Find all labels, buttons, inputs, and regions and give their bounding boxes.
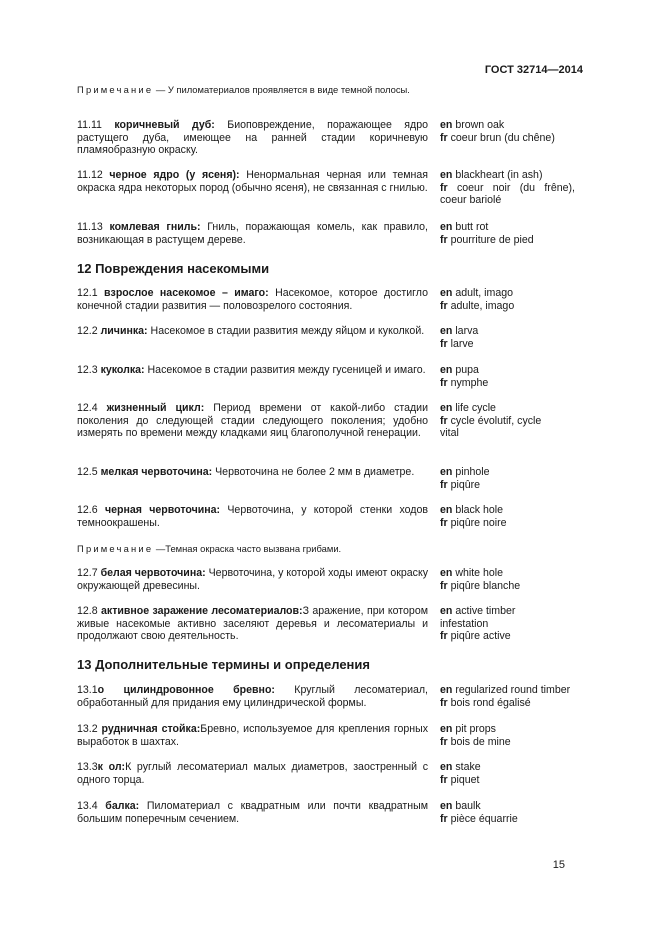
translations-12-6: en black hole fr piqûre noire	[440, 504, 507, 529]
en-term: active timber infestation	[440, 605, 516, 630]
term-entry-12-4: 12.4 жизненный цикл: Период времени от какой-либо стадии поколения до следующей стадии следующего поколения; удобно измерять по времени между кладками яиц благополучной генерации.	[77, 402, 429, 440]
translations-12-4: en life cycle fr cycle évolutif, cycle vital	[440, 402, 542, 440]
fr-term: adulte, imago	[450, 299, 515, 312]
term-entry-12-5: 12.5 мелкая червоточина: Червоточина не более 2 мм в диаметре.	[77, 466, 415, 478]
term: личинка:	[100, 325, 148, 337]
definition: Насекомое, которое достигло конечной стадии развития — половозрелого состояния.	[77, 287, 428, 312]
en-term: black hole	[455, 504, 504, 516]
fr-term: bois rond égalisé	[450, 696, 531, 709]
section-heading-13: 13 Дополнительные термины и определения	[77, 657, 370, 672]
term: белая червоточина:	[100, 567, 206, 579]
term-entry-12-7: 12.7 белая червоточина: Червоточина, у которой ходы имеют окраску окружающей древесины.	[77, 567, 428, 592]
term-entry-12-2: 12.2 личинка: Насекомое в стадии развития между яйцом и куколкой.	[77, 325, 425, 337]
translations-12-3: en pupa fr nymphe	[440, 364, 489, 389]
term-entry-13-4: 13.4 балка: Пиломатериал с квадратным или почти квадратным большим поперечным сечением.	[77, 800, 428, 825]
fr-term: piqûre noire	[450, 516, 507, 529]
translations-12-1: en adult, imago fr adulte, imago	[440, 287, 515, 312]
note: Примечание — У пиломатериалов проявляется в виде темной полосы.	[77, 84, 410, 95]
page-number: 15	[552, 859, 565, 871]
term: жизненный цикл:	[106, 402, 205, 414]
term: черная червоточина:	[104, 504, 221, 516]
definition: Насекомое в стадии развития между гусеницей и имаго.	[144, 364, 426, 376]
fr-term: piquet	[450, 773, 480, 786]
term: коричневый дуб:	[114, 119, 215, 131]
term-entry-11-12: 11.12 черное ядро (у ясеня): Ненормальная черная или темная окраска ядра некоторых пород (обычно ясеня), не связанная с гнилью.	[77, 169, 428, 194]
translations-13-3: en stake fr piquet	[440, 761, 481, 786]
definition: Червоточина, у которой ходы имеют окраску окружающей древесины.	[77, 567, 428, 592]
en-term: adult, imago	[455, 287, 514, 299]
term: к ол:	[97, 761, 126, 773]
fr-term: cycle évolutif, cycle vital	[440, 414, 542, 440]
term-entry-12-6: 12.6 черная червоточина: Червоточина, у которой стенки ходов темноокрашены.	[77, 504, 429, 529]
translations-12-2: en larva fr larve	[440, 325, 479, 350]
en-term: pinhole	[455, 466, 490, 478]
en-term: pit props	[455, 723, 496, 735]
definition: Насекомое в стадии развития между яйцом и куколкой.	[147, 325, 425, 337]
fr-term: nymphe	[450, 376, 489, 389]
note-text: Темная окраска часто вызвана грибами.	[165, 543, 342, 554]
definition: Пиломатериал с квадратным или почти квадратным большим поперечным сечением.	[77, 800, 428, 825]
note-label: Примечание	[77, 543, 154, 554]
en-term: pupa	[455, 364, 479, 376]
note: Примечание —Темная окраска часто вызвана грибами.	[77, 543, 342, 554]
term-entry-13-3: 13.3к ол:К руглый лесоматериал малых диаметров, заостренный с одного торца.	[77, 761, 428, 786]
term-entry-12-3: 12.3 куколка: Насекомое в стадии развития между гусеницей и имаго.	[77, 364, 426, 376]
fr-term: coeur brun (du chêne)	[450, 131, 555, 144]
term: черное ядро (у ясеня):	[109, 169, 240, 181]
translations-12-8: en active timber infestation fr piqûre active	[440, 605, 516, 643]
translations-13-1: en regularized round timber fr bois rond égalisé	[440, 684, 571, 709]
section-heading-12: 12 Повреждения насекомыми	[77, 261, 270, 276]
definition: Бревно, используемое для крепления горных выработок в шахтах.	[77, 723, 429, 748]
term-entry-12-8: 12.8 активное заражение лесоматериалов:З аражение, при котором живые насекомые активно заселяют деревья и лесоматериалы и продолжают свою деятельность.	[77, 605, 429, 643]
fr-term: larve	[450, 337, 474, 350]
translations-11-11: en brown oak fr coeur brun (du chêne)	[440, 119, 555, 144]
term: взрослое насекомое – имаго:	[104, 287, 269, 299]
en-term: brown oak	[455, 119, 505, 131]
term: рудничная стойка:	[101, 723, 201, 735]
fr-term: piqûre blanche	[450, 579, 521, 592]
note-label: Примечание	[77, 84, 154, 95]
en-term: butt rot	[455, 221, 489, 233]
term: комлевая гниль:	[109, 221, 201, 233]
term: о цилиндровонное бревно:	[97, 684, 275, 696]
term-entry-13-1: 13.1о цилиндровонное бревно: Круглый лесоматериал, обработанный для придания ему цилиндрической формы.	[77, 684, 429, 709]
translations-13-2: en pit props fr bois de mine	[440, 723, 511, 748]
term-entry-13-2: 13.2 рудничная стойка:Бревно, используемое для крепления горных выработок в шахтах.	[77, 723, 429, 748]
definition: Период времени от какой-либо стадии поколения до следующей стадии следующего поколения; удобно измерять по времени между кладками яиц благополучной генерации.	[77, 402, 429, 440]
en-term: life cycle	[455, 402, 496, 414]
en-term: white hole	[455, 567, 504, 579]
note-text: У пиломатериалов проявляется в виде темной полосы.	[167, 84, 410, 95]
en-term: blackheart (in ash)	[455, 169, 543, 181]
term: балка:	[105, 800, 140, 812]
term: активное заражение лесоматериалов:	[101, 605, 303, 617]
term: куколка:	[100, 364, 145, 376]
term-entry-11-11: 11.11 коричневый дуб: Биоповреждение, поражающее ядро растущего дуба, имеющее на ранней стадии коричневую пламяобразную окраску.	[77, 119, 428, 157]
definition: Червоточина, у которой стенки ходов темноокрашены.	[77, 504, 429, 529]
definition: Биоповреждение, поражающее ядро растущего дуба, имеющее на ранней стадии коричневую пламяобразную окраску.	[77, 119, 428, 157]
fr-term: pièce équarrie	[450, 812, 518, 825]
fr-term: coeur noir (du frêne), coeur bariolé	[440, 181, 575, 207]
en-term: larva	[455, 325, 479, 337]
translations-12-7: en white hole fr piqûre blanche	[440, 567, 521, 592]
definition: Гниль, поражающая комель, как правило, возникающая в растущем дереве.	[77, 221, 428, 246]
term-entry-12-1: 12.1 взрослое насекомое – имаго: Насекомое, которое достигло конечной стадии развития — половозрелого состояния.	[77, 287, 428, 312]
fr-term: piqûre	[450, 478, 481, 491]
fr-term: bois de mine	[450, 735, 511, 748]
term-entry-11-13: 11.13 комлевая гниль: Гниль, поражающая комель, как правило, возникающая в растущем дереве.	[77, 221, 428, 246]
fr-term: piqûre active	[450, 630, 511, 643]
translations-11-12: en blackheart (in ash) fr coeur noir (du frêne), coeur bariolé	[440, 169, 575, 207]
definition: К руглый лесоматериал малых диаметров, заостренный с одного торца.	[77, 761, 428, 786]
translations-13-4: en baulk fr pièce équarrie	[440, 800, 518, 825]
definition: З аражение, при котором живые насекомые активно заселяют деревья и лесоматериалы и продолжают свою деятельность.	[77, 605, 429, 643]
term: мелкая червоточина:	[100, 466, 213, 478]
fr-term: pourriture de pied	[450, 233, 534, 246]
definition: Червоточина не более 2 мм в диаметре.	[212, 466, 415, 478]
definition: Круглый лесоматериал, обработанный для придания ему цилиндрической формы.	[77, 684, 429, 709]
translations-11-13: en butt rot fr pourriture de pied	[440, 221, 534, 246]
en-term: regularized round timber	[455, 684, 571, 696]
en-term: baulk	[455, 800, 481, 812]
translations-12-5: en pinhole fr piqûre	[440, 466, 490, 491]
en-term: stake	[455, 761, 481, 773]
definition: Ненормальная черная или темная окраска ядра некоторых пород (обычно ясеня), не связанная с гнилью.	[77, 169, 428, 194]
document-header: ГОСТ 32714—2014	[484, 64, 583, 76]
